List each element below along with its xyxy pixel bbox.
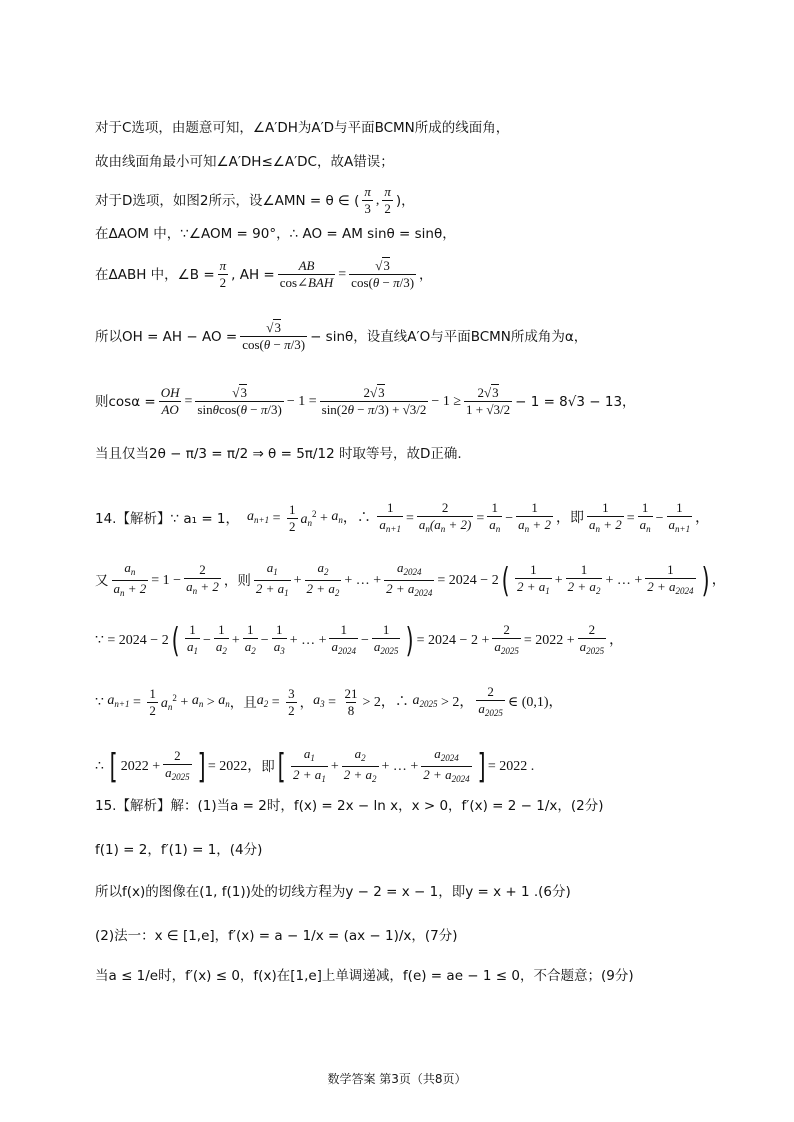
recip-an1-b: $\frac{1}{a_{n+1}}$ — [667, 500, 693, 537]
inv-a1: $\frac{1}{2 + a_1}$ — [515, 562, 552, 599]
cos-frac-2: $\frac{2√3}{\sin(2\theta - \pi/3) + √3/2}$ — [321, 385, 427, 417]
page-footer: 数学答案 第3页（共8页） — [327, 1072, 467, 1086]
q14-final-line: ∴ [ 2022 + $\frac{2}{a_{2025}}$ ] = 2022， 即 [ $\frac{a_1}{2 + a_1}$ + $\frac{a_2}{2 + a_2}$ + … + $\frac{a_{2024}}{2 + a_{2024}}$ ] = 2022 . — [95, 746, 535, 787]
oh-prefix: 所以OH = AH − AO = — [95, 328, 238, 345]
pi-over-3: $\frac{\pi}{3}$ — [364, 184, 371, 216]
q14-because: ∵ = 2024 − 2 — [95, 632, 169, 648]
oh-frac: $\frac{√3}{\cos(\theta - \pi/3)}$ — [242, 320, 306, 352]
cos-prefix: 则cosα = — [95, 393, 156, 410]
d-option-suffix: )， — [395, 192, 415, 209]
equality-text: 当且仅当2θ − π/3 = π/2 ⇒ θ = 5π/12 时取等号，故D正确. — [95, 446, 462, 462]
q14-again-line: 又 $\frac{a_n}{a_n + 2}$ = 1 − $\frac{2}{a_n + 2}$ ，则 $\frac{a_1}{2 + a_1}$ + $\frac{a_2}{2 + a_2}$ + … + $\frac{a_{2024}}{2 + a_{2024}}$ = 2024 − 2 ( $\frac{1}{2 + a_1}$ + $\frac{1}{2 + a_2}$ + … + $\frac{1}{2 + a_{2024}}$ ) ， — [95, 560, 726, 601]
sqrt3-over-cos: $\frac{√3}{\cos(\theta - \pi/3)}$ — [351, 258, 415, 290]
two-over: $\frac{2}{a_n(a_n + 2)}$ — [417, 500, 473, 537]
q15-part2: (2)法一：x ∈ [1,e]，f′(x) = a − 1/x = (ax − 1)/x，(7分) — [95, 928, 458, 944]
half: $\frac{1}{2}$ — [289, 502, 296, 534]
aom-line — [95, 224, 734, 244]
d-option-prefix: 对于D选项，如图2所示，设∠AMN = θ ∈ ( — [95, 192, 360, 209]
recip-an2: $\frac{1}{a_n + 2}$ — [516, 500, 553, 537]
cos-line: 则cosα = $\frac{OH}{AO}$ = $\frac{√3}{\sin\theta\cos(\theta - \pi/3)}$ − 1 = $\frac{2√3}{\sin(2\theta - \pi/3) + √3/2}$ − 1 ≥ $\frac{2√3}{1 + √3/2}$ − 1 = 8√3 − 13， — [95, 385, 636, 417]
q15-part2-line — [95, 926, 734, 946]
equality-line — [95, 444, 734, 464]
q14-head: 14.【解析】∵ a₁ = 1， — [95, 510, 240, 527]
q14-mono-line: ∵ $a_{n+1}$ = $\frac{1}{2}$ $a_n^2$ + $a_n$ > $a_n$ ，且 $a_2$ = $\frac{3}{2}$ ， $a_3$ = $\frac{21}{8}$ > 2，∴ $a_{2025}$ > 2， $\frac{2}{a_{2025}}$ ∈ (0,1)， — [95, 684, 734, 721]
q15-head: 15.【解析】解：(1)当a = 2时，f(x) = 2x − ln x，x > 0，f′(x) = 2 − 1/x，(2分) — [95, 798, 604, 814]
q15-head-line — [95, 796, 734, 816]
oh-line — [95, 320, 734, 353]
d-option-line: 对于D选项，如图2所示，设∠AMN = θ ∈ ( $\frac{\pi}{3}$ , $\frac{\pi}{2}$ )， — [95, 184, 415, 216]
cos-suffix: − 1 = 8√3 − 13， — [515, 393, 636, 410]
recip-an1: $\frac{1}{a_{n+1}}$ — [377, 500, 403, 537]
inv-a2024: $\frac{1}{2 + a_{2024}}$ — [645, 562, 695, 599]
recip-an2-b: $\frac{1}{a_n + 2}$ — [587, 500, 624, 537]
q15-tangent: 所以f(x)的图像在(1, f(1))处的切线方程为y − 2 = x − 1，即y = x + 1 .(6分) — [95, 884, 571, 900]
oh-suffix: − sinθ，设直线A′O与平面BCMN所成角为α， — [310, 328, 588, 345]
ab-over-cos: $\frac{AB}{\text{cos∠BAH}}$ — [279, 258, 334, 290]
c-option-text: 对于C选项，由题意可知，∠A′DH为A′D与平面BCMN所成的线面角， — [95, 120, 510, 136]
pi-over-2-b: $\frac{\pi}{2}$ — [219, 258, 227, 290]
abh-mid: , AH = — [231, 266, 275, 283]
q14-then: ，则 — [223, 572, 251, 589]
abh-prefix: 在ΔABH 中，∠B = — [95, 266, 215, 283]
abh-line: 在ΔABH 中，∠B = $\frac{\pi}{2}$ , AH = $\frac{AB}{\text{cos∠BAH}}$ = $\frac{√3}{\cos(\theta - \pi/3)}$ ， — [95, 258, 433, 290]
q15-tangent-line — [95, 882, 734, 902]
a2-term: $\frac{a_2}{2 + a_2}$ — [305, 560, 342, 601]
abh-suffix: ， — [419, 266, 433, 283]
aom-text: 在ΔAOM 中，∵∠AOM = 90°，∴ AO = AM sinθ = sinθ， — [95, 226, 456, 242]
min-angle-text: 故由线面角最小可知∠A′DH≤∠A′DC，故A错误； — [95, 154, 394, 170]
q14-sum: = 2024 − 2 — [437, 572, 499, 588]
q15-values-line — [95, 840, 734, 860]
min-angle-line — [95, 152, 734, 172]
a1-term: $\frac{a_1}{2 + a_1}$ — [254, 560, 291, 601]
q15-values: f(1) = 2，f′(1) = 1，(4分) — [95, 842, 263, 858]
two-over-an2: $\frac{2}{a_n + 2}$ — [184, 562, 221, 599]
recip-an-b: $\frac{1}{a_n}$ — [638, 500, 653, 537]
q14-because-line: ∵ = 2024 − 2 ( $\frac{1}{a_1}$ − $\frac{1}{a_2}$ + $\frac{1}{a_2}$ − $\frac{1}{a_3}$ + … + $\frac{1}{a_{2024}}$ − $\frac{1}{a_{2025}}$ ) = 2024 − 2 + $\frac{2}{a_{2025}}$ = 2022 + $\frac{2}{a_{2025}}$ ， — [95, 620, 624, 661]
cos-frac-3: $\frac{2√3}{1 + √3/2}$ — [466, 385, 511, 417]
recip-an: $\frac{1}{a_n}$ — [487, 500, 502, 537]
q14-again: 又 — [95, 572, 109, 589]
q15-case: 当a ≤ 1/e时，f′(x) ≤ 0，f(x)在[1,e]上单调递减，f(e) = ae − 1 ≤ 0，不合题意；(9分) — [95, 968, 634, 984]
pi-over-2: $\frac{\pi}{2}$ — [384, 184, 391, 216]
oh-over-ao: $\frac{OH}{AO}$ — [160, 385, 180, 417]
q14-head-line: 14.【解析】∵ a₁ = 1， $a_{n+1}$ = $\frac{1}{2}$ $a_n^2$ + $a_n$ ，∴ $\frac{1}{a_{n+1}}$ = $\frac{2}{a_n(a_n + 2)}$ = $\frac{1}{a_n}$ − $\frac{1}{a_n + 2}$ ，即 $\frac{1}{a_n + 2}$ = $\frac{1}{a_n}$ − $\frac{1}{a_{n+1}}$ ， — [95, 500, 734, 537]
q15-case-line — [95, 966, 734, 986]
c-option-line — [95, 118, 734, 138]
an-over: $\frac{a_n}{a_n + 2}$ — [112, 560, 149, 601]
inv-a2: $\frac{1}{2 + a_2}$ — [566, 562, 603, 599]
a2024-term: $\frac{a_{2024}}{2 + a_{2024}}$ — [384, 560, 434, 601]
cos-frac-1: $\frac{√3}{\sin\theta\cos(\theta - \pi/3)}$ — [197, 385, 282, 417]
